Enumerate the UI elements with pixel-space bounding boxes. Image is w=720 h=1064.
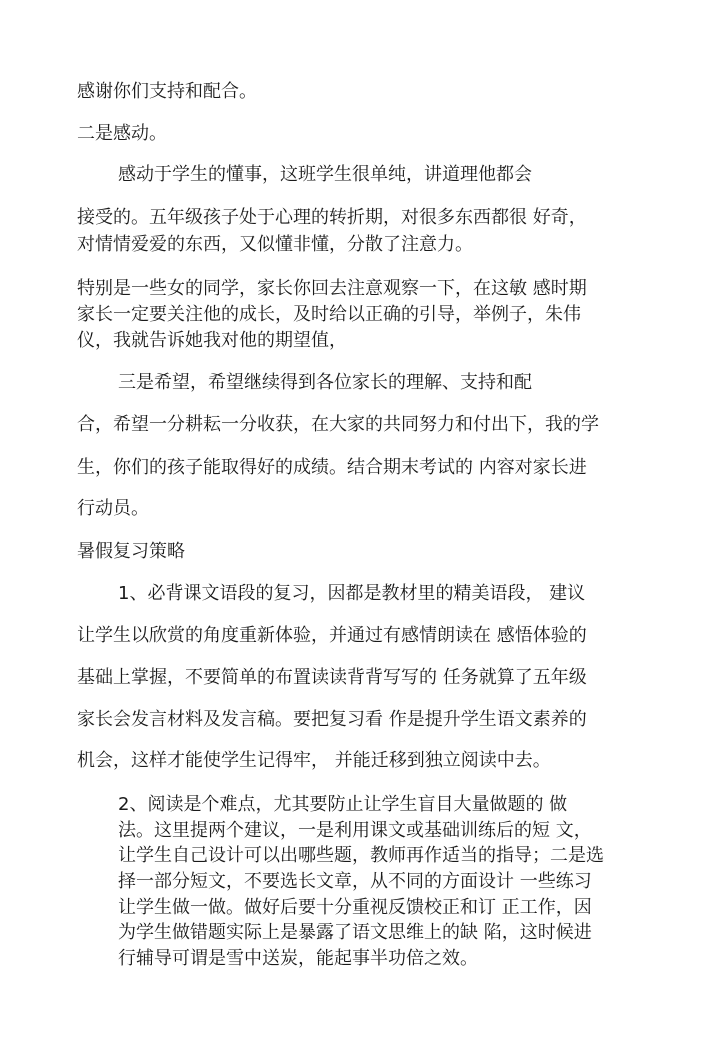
section-heading: 暑假复习策略	[77, 541, 185, 562]
text-line: 为学生做错题实际上是暴露了语文思维上的缺 陷，这时候进	[118, 922, 592, 943]
text-line: 基础上掌握，不要简单的布置读读背背写写的 任务就算了五年级	[77, 667, 587, 688]
text-line: 家长一定要关注他的成长，及时给以正确的引导，举例子，朱伟	[77, 304, 581, 325]
text-line: 机会，这样才能使学生记得牢， 并能迁移到独立阅读中去。	[77, 750, 551, 771]
text-line: 法。这里提两个建议，一是利用课文或基础训练后的短 文，	[118, 820, 592, 841]
text-line: 行辅导可谓是雪中送炭，能起事半功倍之效。	[118, 948, 478, 969]
text-line: 二是感动。	[77, 123, 167, 144]
text-line: 三是希望，希望继续得到各位家长的理解、支持和配	[118, 372, 532, 393]
text-line: 对情情爱爱的东西，又似懂非懂，分散了注意力。	[77, 234, 473, 255]
text-line: 让学生做一做。做好后要十分重视反馈校正和订 正工作，因	[118, 897, 592, 918]
text-line: 感动于学生的懂事，这班学生很单纯，讲道理他都会	[118, 164, 532, 185]
text-line: 特别是一些女的同学，家长你回去注意观察一下，在这敏 感时期	[77, 278, 587, 299]
text-line: 生，你们的孩子能取得好的成绩。结合期末考试的 内容对家长进	[77, 457, 587, 478]
text-line: 2、阅读是个难点，尤其要防止让学生盲目大量做题的 做	[118, 794, 568, 815]
text-line: 合，希望一分耕耘一分收获，在大家的共同努力和付出下，我的学	[77, 414, 599, 435]
text-line: 让学生自己设计可以出哪些题，教师再作适当的指导；二是选	[118, 845, 604, 866]
text-line: 家长会发言材料及发言稿。要把复习看 作是提升学生语文素养的	[77, 709, 587, 730]
text-line: 感谢你们支持和配合。	[77, 81, 257, 102]
text-line: 1、必背课文语段的复习，因都是教材里的精美语段， 建议	[118, 583, 586, 604]
text-line: 让学生以欣赏的角度重新体验，并通过有感情朗读在 感悟体验的	[77, 625, 587, 646]
text-line: 行动员。	[77, 498, 149, 519]
text-line: 择一部分短文，不要选长文章，从不同的方面设计 一些练习	[118, 871, 592, 892]
text-line: 接受的。五年级孩子处于心理的转折期，对很多东西都很 好奇，	[77, 207, 587, 228]
text-line: 仪，我就告诉她我对他的期望值，	[77, 330, 347, 351]
